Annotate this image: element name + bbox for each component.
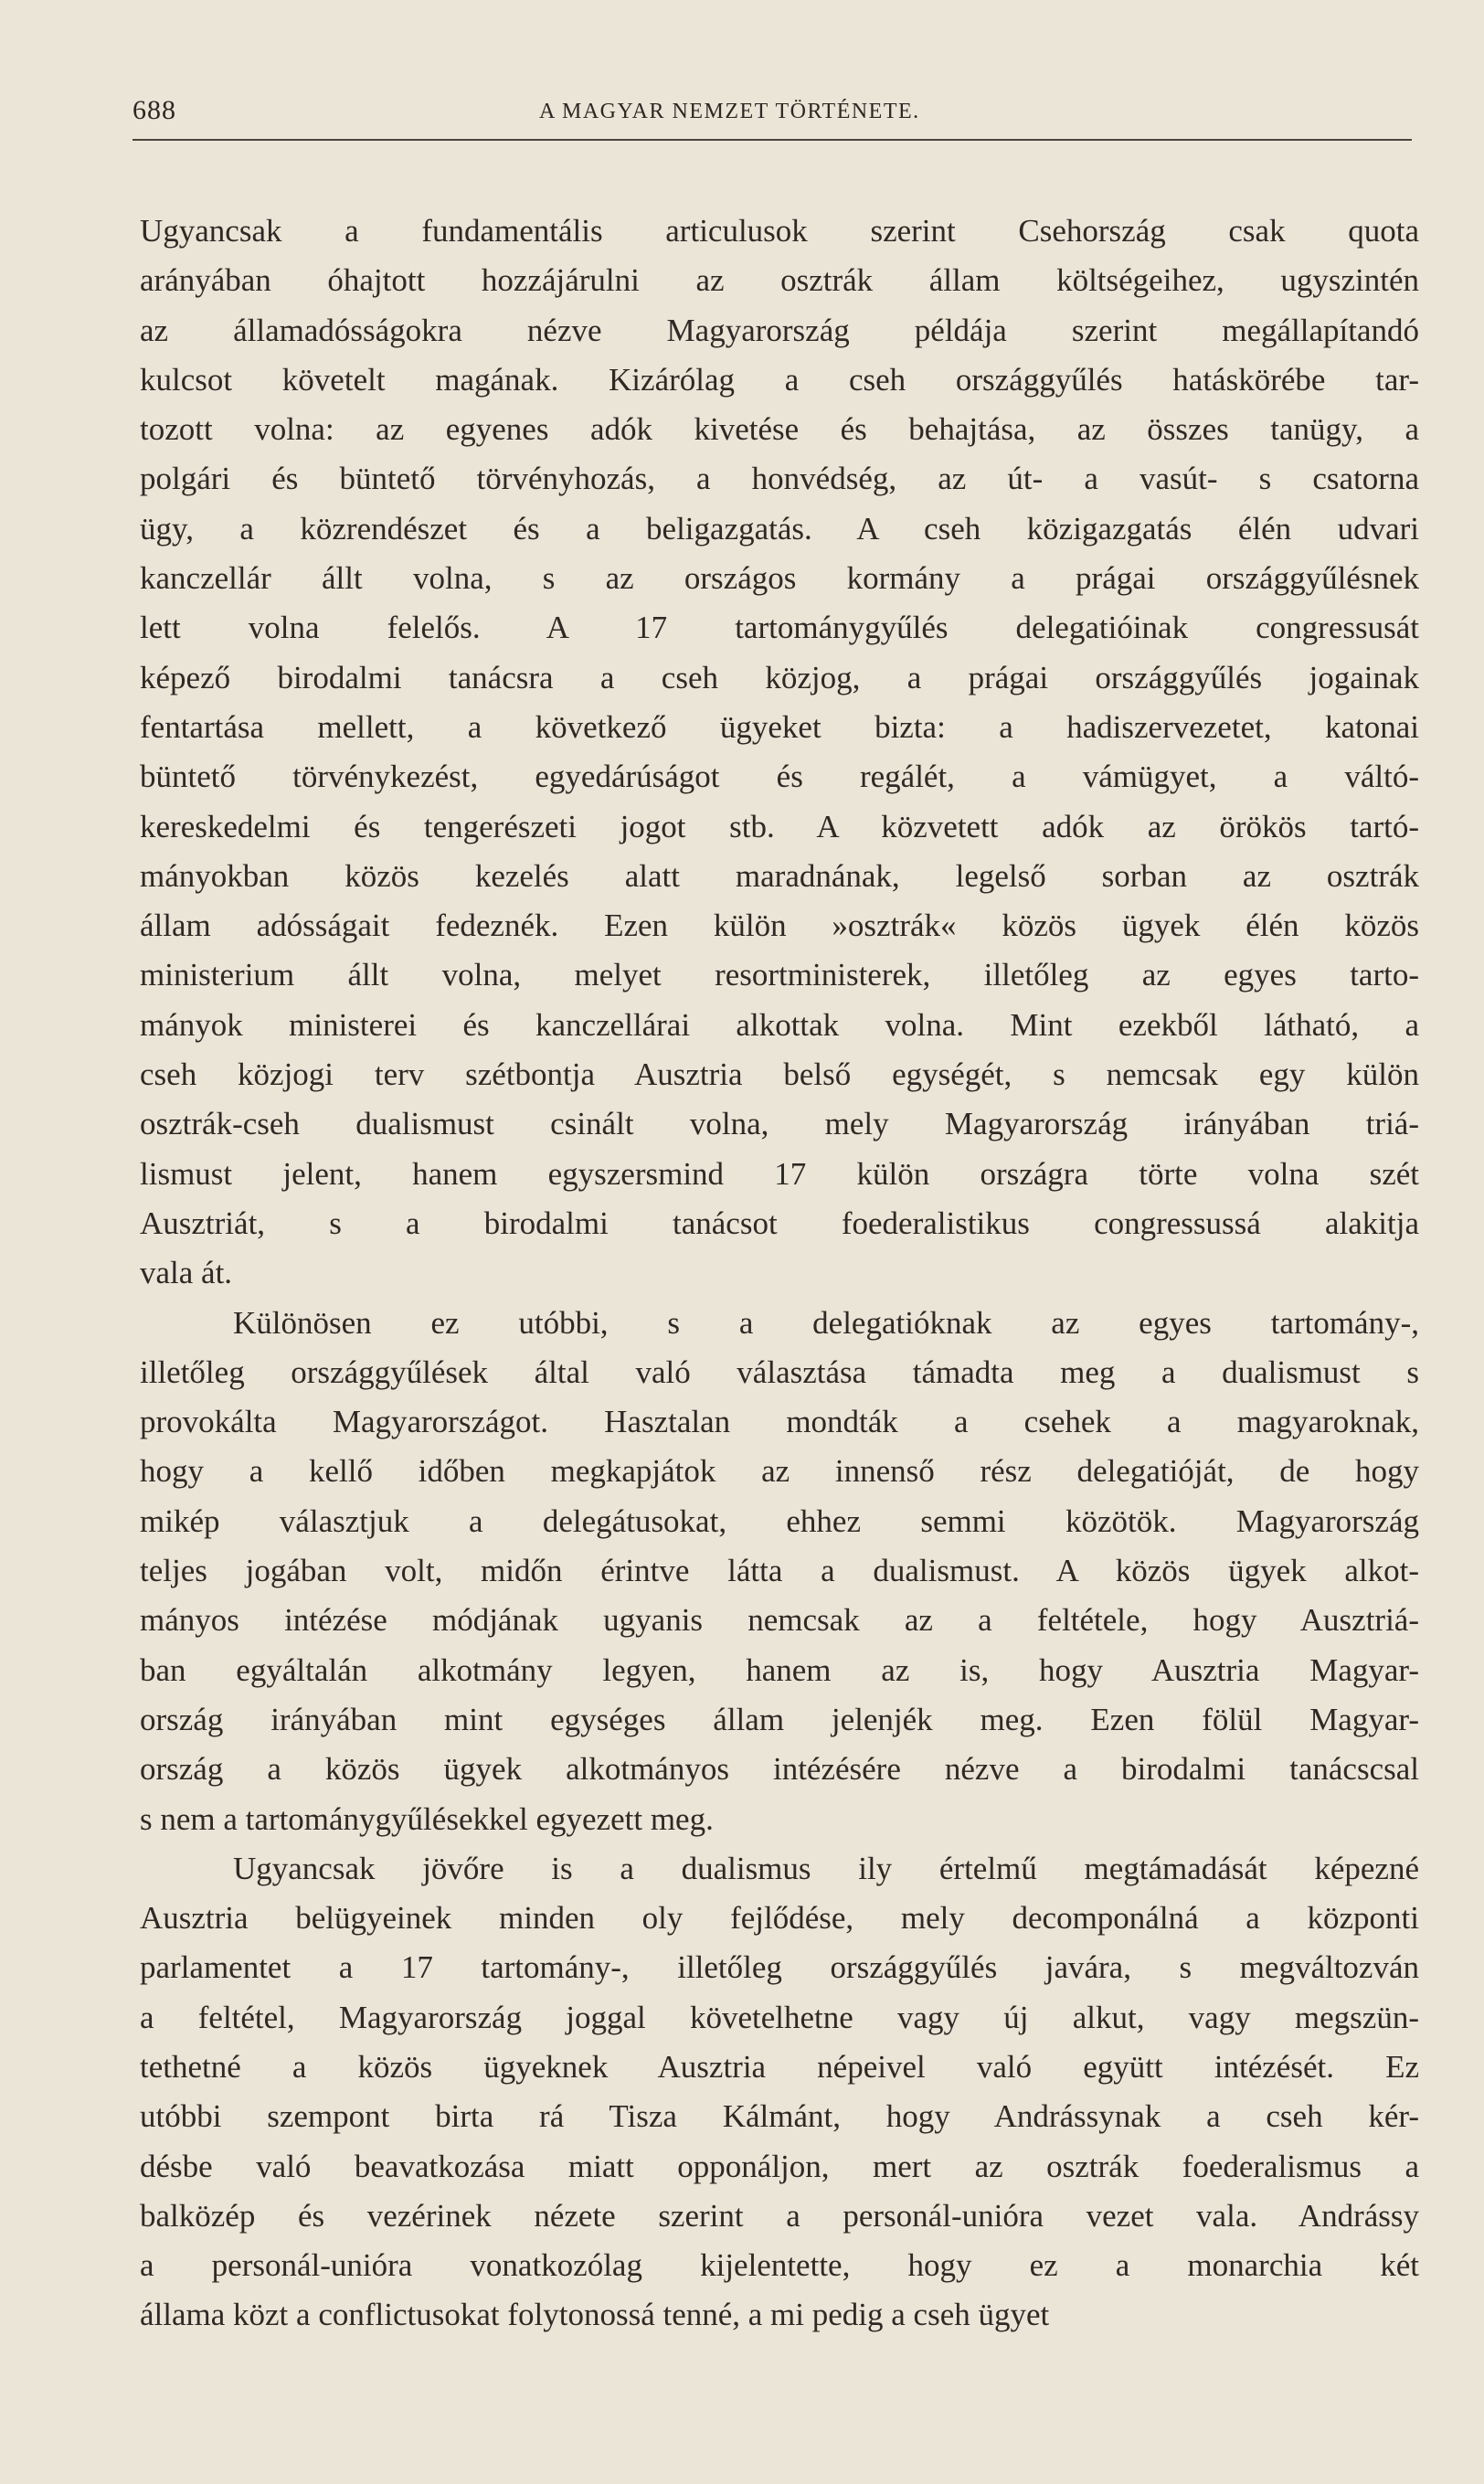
paragraph	[140, 1299, 1419, 1844]
text-line: provokálta Magyarországot. Hasztalan mondták a csehek a magyaroknak,	[140, 1404, 1419, 1440]
page-header	[132, 95, 1412, 132]
text-line: fentartása mellett, a következő ügyeket bizta: a hadiszervezetet, katonai	[140, 708, 1419, 745]
text-line: désbe való beavatkozása miatt opponáljon, mert az osztrák foederalismus a	[140, 2148, 1419, 2184]
text-line: hogy a kellő időben megkapjátok az innenső rész delegatióját, de hogy	[140, 1453, 1419, 1490]
text-line: illetőleg országgyűlések által való választása támadta meg a dualismust s	[140, 1353, 1419, 1390]
text-line: polgári és büntető törvényhozás, a honvédség, az út- a vasút- s csatorna	[140, 461, 1419, 497]
text-line: büntető törvénykezést, egyedárúságot és regálét, a vámügyet, a váltó-	[140, 759, 1419, 795]
text-line: lett volna felelős. A 17 tartománygyűlés delegatióinak congressusát	[140, 610, 1419, 646]
text-line: ország irányában mint egységes állam jelenjék meg. Ezen fölül Magyar-	[140, 1701, 1419, 1737]
header-divider	[132, 139, 1412, 141]
text-line: állam adósságait fedeznék. Ezen külön »osztrák« közös ügyek élén közös	[140, 908, 1419, 944]
text-line: mányok ministerei és kanczellárai alkottak volna. Mint ezekből látható, a	[140, 1006, 1419, 1043]
text-line: mányokban közös kezelés alatt maradnának, legelső sorban az osztrák	[140, 857, 1419, 894]
text-line: képező birodalmi tanácsra a cseh közjog, a prágai országgyűlés jogainak	[140, 659, 1419, 695]
text-line: s nem a tartománygyűlésekkel egyezett meg.	[140, 1800, 714, 1837]
text-line: tozott volna: az egyenes adók kivetése és behajtása, az összes tanügy, a	[140, 411, 1419, 448]
text-line: a personál-unióra vonatkozólag kijelentette, hogy ez a monarchia két	[140, 2247, 1419, 2284]
text-line: kereskedelmi és tengerészeti jogot stb. A közvetett adók az örökös tartó-	[140, 808, 1419, 844]
text-line: cseh közjogi terv szétbontja Ausztria belső egységét, s nemcsak egy külön	[140, 1056, 1419, 1093]
paragraph	[140, 207, 1419, 1299]
paragraph	[140, 1844, 1419, 2341]
text-line: állama közt a conflictusokat folytonossá tenné, a mi pedig a cseh ügyet	[140, 2297, 1050, 2333]
text-line: lismust jelent, hanem egyszersmind 17 külön országra törte volna szét	[140, 1155, 1419, 1192]
page-number: 688	[132, 95, 176, 125]
text-line: vala át.	[140, 1255, 233, 1291]
text-line: a feltétel, Magyarország joggal követelhetne vagy új alkut, vagy megszün-	[140, 1999, 1419, 2035]
text-line: mikép választjuk a delegátusokat, ehhez semmi közötök. Magyarország	[140, 1502, 1419, 1539]
text-line: Különösen ez utóbbi, s a delegatióknak az egyes tartomány-,	[233, 1304, 1419, 1341]
text-line: ban egyáltalán alkotmány legyen, hanem az is, hogy Ausztria Magyar-	[140, 1651, 1419, 1688]
text-line: mányos intézése módjának ugyanis nemcsak az a feltétele, hogy Ausztriá-	[140, 1602, 1419, 1639]
text-line: teljes jogában volt, midőn érintve látta a dualismust. A közös ügyek alkot-	[140, 1553, 1419, 1589]
text-line: utóbbi szempont birta rá Tisza Kálmánt, hogy Andrássynak a cseh kér-	[140, 2098, 1419, 2135]
text-line: parlamentet a 17 tartomány-, illetőleg országgyűlés javára, s megváltozván	[140, 1949, 1419, 1986]
text-line: az államadósságokra nézve Magyarország példája szerint megállapítandó	[140, 312, 1419, 348]
text-line: osztrák-cseh dualismust csinált volna, mely Magyarország irányában triá-	[140, 1106, 1419, 1142]
text-line: kanczellár állt volna, s az országos kormány a prágai országgyűlésnek	[140, 560, 1419, 597]
text-line: kulcsot követelt magának. Kizárólag a cseh országgyűlés hatáskörébe tar-	[140, 361, 1419, 398]
text-line: ügy, a közrendészet és a beligazgatás. A cseh közigazgatás élén udvari	[140, 510, 1419, 547]
text-line: tethetné a közös ügyeknek Ausztria népeivel való együtt intézését. Ez	[140, 2048, 1419, 2085]
text-line: Ugyancsak jövőre is a dualismus ily értelmű megtámadását képezné	[233, 1850, 1419, 1886]
text-line: Ausztriát, s a birodalmi tanácsot foederalistikus congressussá alakitja	[140, 1205, 1419, 1241]
text-line: arányában óhajtott hozzájárulni az osztrák állam költségeihez, ugyszintén	[140, 262, 1419, 299]
text-line: ministerium állt volna, melyet resortministerek, illetőleg az egyes tarto-	[140, 957, 1419, 993]
text-line: Ausztria belügyeinek minden oly fejlődése, mely decomponálná a központi	[140, 1900, 1419, 1937]
body-text	[140, 207, 1419, 2341]
text-line: balközép és vezérinek nézete szerint a personál-unióra vezet vala. Andrássy	[140, 2197, 1419, 2234]
text-line: ország a közös ügyek alkotmányos intézésére nézve a birodalmi tanácscsal	[140, 1751, 1419, 1788]
text-line: Ugyancsak a fundamentális articulusok szerint Csehország csak quota	[140, 213, 1419, 249]
running-title: A MAGYAR NEMZET TÖRTÉNETE.	[539, 100, 920, 123]
